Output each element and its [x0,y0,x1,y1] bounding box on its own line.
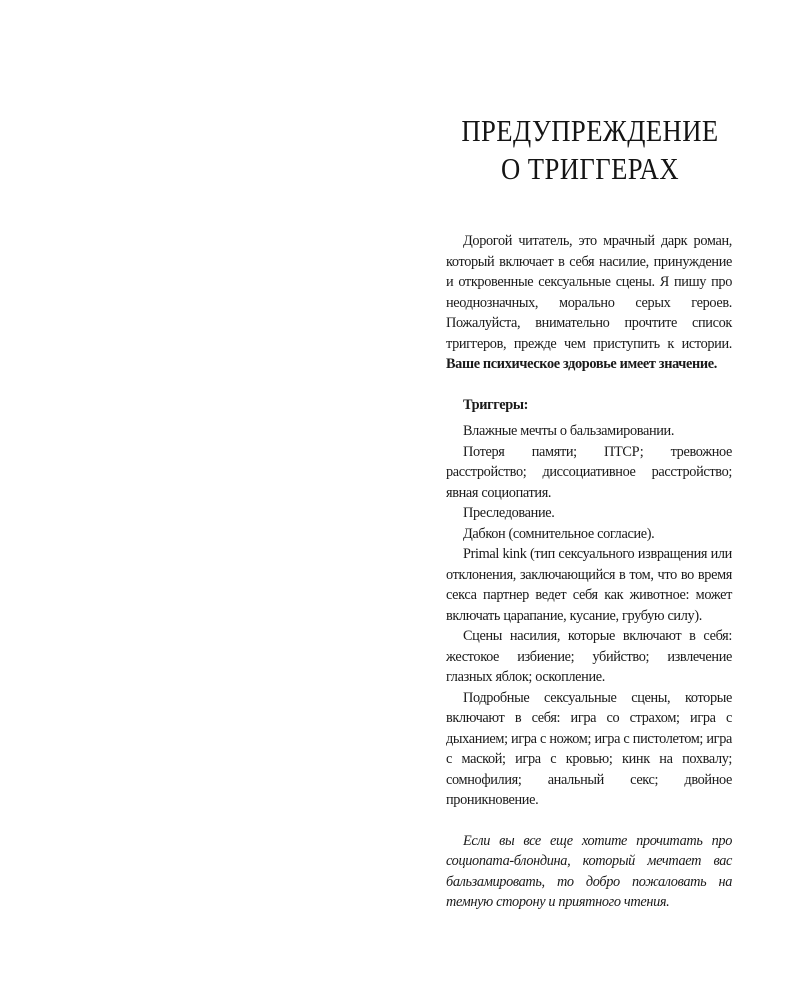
title-line-2: О ТРИГГЕРАХ [500,151,680,186]
body-text [446,231,732,913]
triggers-heading: Триггеры: [463,396,529,413]
closing-paragraph: Если вы все еще хотите прочитать про социопата-блондина, который мечтает вас бальзамировать, то добро пожаловать на темную сторону и приятного чтения. [446,832,732,910]
trigger-item: Подробные сексуальные сцены, которые включают в себя: игра со страхом; игра с дыханием; игра с ножом; игра с пистолетом; игра с маской; игра с кровью; кинк на похвалу; сомнофилия; анальный секс; двойное проникновение. [446,689,732,808]
trigger-item: Primal kink (тип сексуального извращения или отклонения, заключающийся в том, что во время секса партнер ведет себя как животное: может включать царапание, кусание, грубую силу). [446,546,732,624]
trigger-item: Сцены насилия, которые включают в себя: жестокое избиение; убийство; извлечение глазных яблок; оскопление. [446,628,732,685]
trigger-item: Влажные мечты о бальзамировании. [463,423,675,439]
trigger-item: Дабкон (сомнительное согласие). [463,525,655,542]
trigger-item: Преследование. [463,505,555,521]
trigger-item: Потеря памяти; ПТСР; тревожное расстройство; диссоциативное расстройство; явная социопатия. [446,443,732,501]
title-line-1: ПРЕДУПРЕЖДЕНИЕ [461,113,719,148]
intro-paragraph [446,231,732,375]
intro-emphasis: Ваше психическое здоровье имеет значение. [446,356,718,372]
intro-text: Дорогой читатель, это мрачный дарк роман, который включает в себя насилие, принуждение и откровенные сексуальные сцены. Я пишу про неоднозначных, морально серых героев. Пожалуйста, внимательно прочтите список триггеров, прежде чем приступить к истории. [446,233,732,352]
page-title [440,112,740,188]
